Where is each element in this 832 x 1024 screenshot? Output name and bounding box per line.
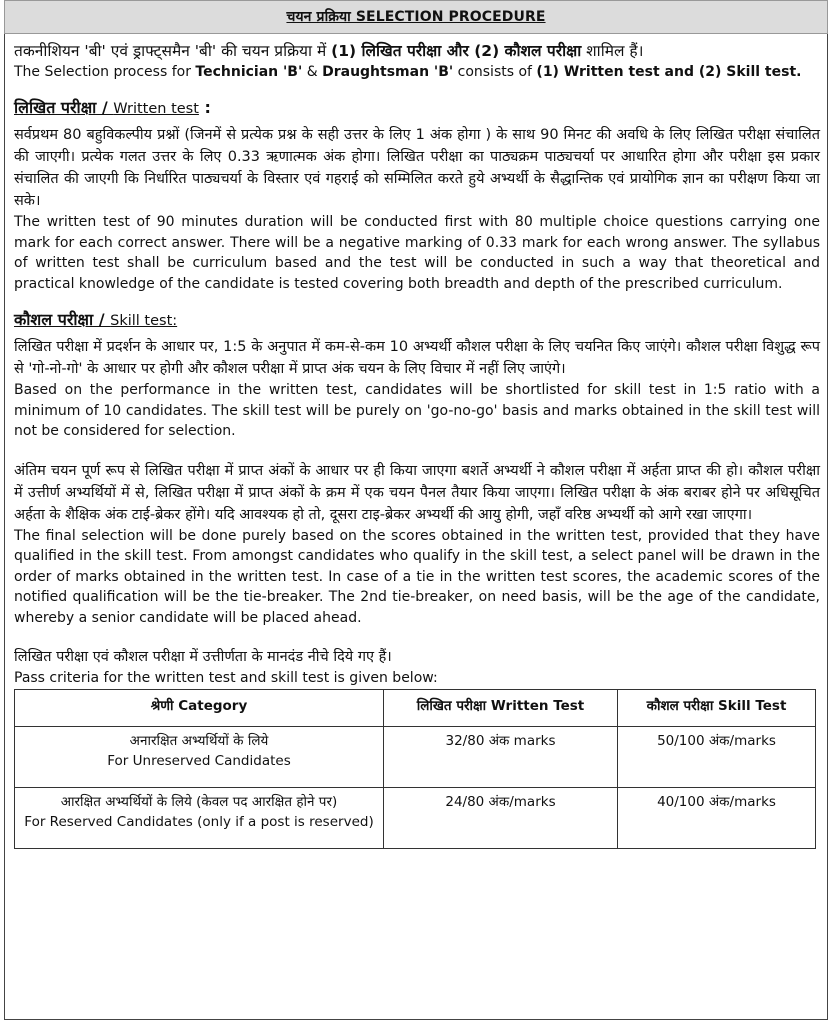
written-test-hindi: सर्वप्रथम 80 बहुविकल्पीय प्रश्नों (जिनमें से प्रत्येक प्रश्न के सही उत्तर के लिए 1 अंक होगा ) के साथ 90 मिनट की अवधि के लिए लिखित परीक्षा संचालित की जाएगी। प्रत्येक गलत उत्तर के लिए 0.33 ऋणात्मक अंक होगा। लिखित परीक्षा का पाठ्यक्रम पाठ्यचर्या पर आधारित होगा और परीक्षा इस प्रकार संचालित की जाएगी कि निर्धारित पाठ्यचर्या के विस्तार एवं गहराई को सम्मिलित करते हुये अभ्यर्थी के सैद्धान्तिक एवं प्रायोगिक ज्ञान का परीक्षण किया जा सके। [14,127,820,209]
written-test-heading: लिखित परीक्षा / Written test : [14,98,211,117]
pass-criteria-english: Pass criteria for the written test and skill test is given below: [14,670,438,686]
header-skill-test: कौशल परीक्षा Skill Test [618,689,816,726]
written-marks-cell: 32/80 अंक marks [384,726,618,787]
intro-english: The Selection process for Technician 'B' & Draughtsman 'B' consists of (1) Written test and (2) Skill test. [14,64,802,80]
skill-test-heading: कौशल परीक्षा / Skill test: [14,310,178,329]
table-header-row [15,689,816,726]
skill-test-hindi: लिखित परीक्षा में प्रदर्शन के आधार पर, 1:5 के अनुपात में कम-से-कम 10 अभ्यर्थी कौशल परीक्षा के लिए चयनित किए जाएंगे। कौशल परीक्षा विशुद्ध रूप से 'गो-नो-गो' के आधार पर होगी और कौशल परीक्षा में प्राप्त अंक चयन के लिए विचार में नहीं लिए जाएंगे। [14,339,820,377]
table-row [15,787,816,848]
header-written-test: लिखित परीक्षा Written Test [384,689,618,726]
category-cell: आरक्षित अभ्यर्थियों के लिये (केवल पद आरक्षित होने पर) For Reserved Candidates (only if a post is reserved) [15,787,384,848]
skill-marks-cell: 40/100 अंक/marks [618,787,816,848]
written-marks-cell: 24/80 अंक/marks [384,787,618,848]
page-title: चयन प्रक्रिया SELECTION PROCEDURE [286,9,546,25]
content [14,40,820,849]
title-bar [4,0,828,34]
header-category: श्रेणी Category [15,689,384,726]
intro-hindi: तकनीशियन 'बी' एवं ड्राफ्ट्समैन 'बी' की चयन प्रक्रिया में (1) लिखित परीक्षा और (2) कौशल परीक्षा शामिल हैं। [14,42,644,60]
table-row [15,726,816,787]
final-selection-english: The final selection will be done purely based on the scores obtained in the written test, provided that they have qualified in the skill test. From amongst candidates who qualify in the skill test, a select panel will be drawn in the order of marks obtained in the written test. In case of a tie in the written test scores, the academic scores of the notified qualification will be the tie-breaker. The 2nd tie-breaker, on need basis, will be the age of the candidate, whereby a senior candidate will be placed ahead. [14,527,820,626]
pass-criteria-table [14,689,816,849]
skill-marks-cell: 50/100 अंक/marks [618,726,816,787]
written-test-english: The written test of 90 minutes duration will be conducted first with 80 multiple choice questions carrying one mark for each correct answer. There will be a negative marking of 0.33 mark for each wrong answer. The syllabus of written test shall be curriculum based and the test will be conducted in such a way that theoretical and practical knowledge of the candidate is tested covering both breadth and depth of the prescribed curriculum. [14,214,820,292]
skill-test-english: Based on the performance in the written test, candidates will be shortlisted for skill test in 1:5 ratio with a minimum of 10 candidates. The skill test will be purely on 'go-no-go' basis and marks obtained in the skill test will not be considered for selection. [14,382,820,439]
final-selection-hindi: अंतिम चयन पूर्ण रूप से लिखित परीक्षा में प्राप्त अंकों के आधार पर ही किया जाएगा बशर्ते अभ्यर्थी ने कौशल परीक्षा में अर्हता प्राप्त की हो। कौशल परीक्षा में उत्तीर्ण अभ्यर्थियों में से, लिखित परीक्षा में प्राप्त अंकों के क्रम में एक चयन पैनल तैयार किया जाएगा। लिखित परीक्षा के अंक बराबर होने पर अधिसूचित अर्हता के शैक्षिक अंक टाई-ब्रेकर होंगे। यदि आवश्यक हो तो, दूसरा टाइ-ब्रेकर अभ्यर्थी की आयु होगी, जहाँ वरिष्ठ अभ्यर्थी को आगे रखा जाएगा। [14,462,820,523]
category-cell: अनारक्षित अभ्यर्थियों के लिये For Unreserved Candidates [15,726,384,787]
pass-criteria-hindi: लिखित परीक्षा एवं कौशल परीक्षा में उत्तीर्णता के मानदंड नीचे दिये गए हैं। [14,649,392,665]
